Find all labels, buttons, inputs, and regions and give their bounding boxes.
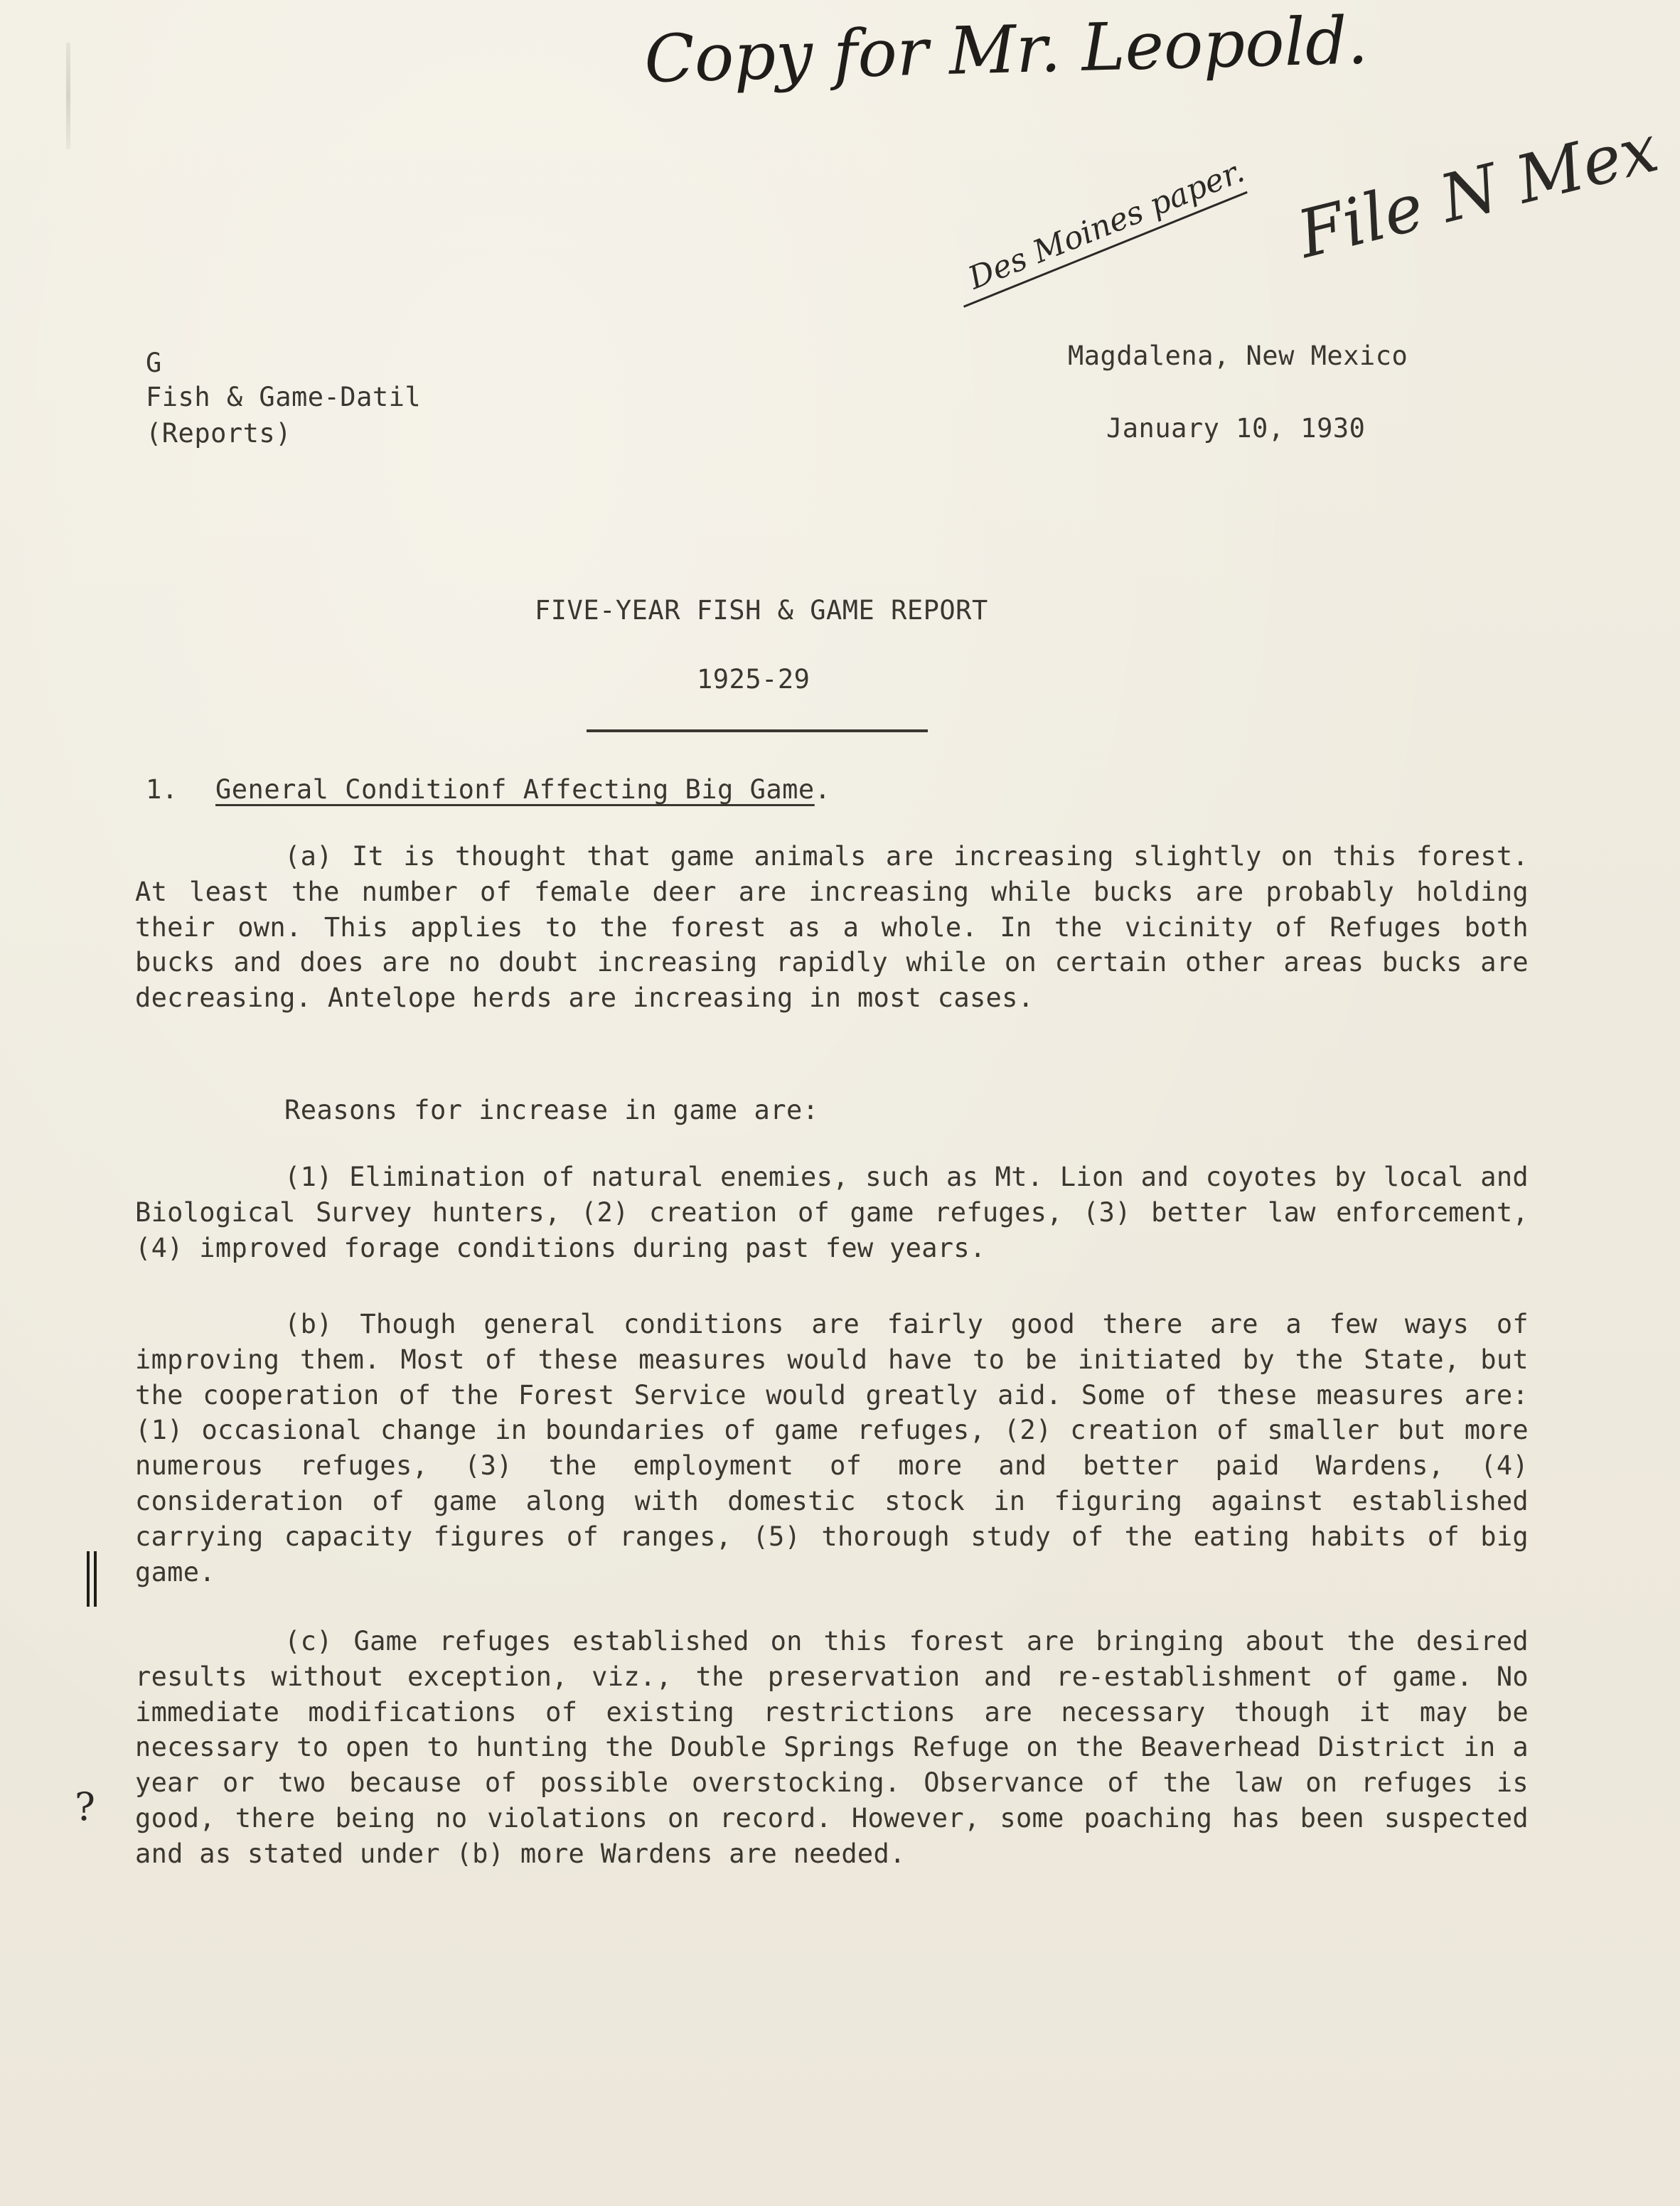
handwritten-copy-note: Copy for Mr. Leopold.: [643, 2, 1369, 97]
section-number: 1.: [146, 774, 178, 805]
subject-line: Fish & Game-Datil: [146, 382, 422, 412]
section-heading-end: .: [814, 774, 831, 805]
paragraph-a: (a) It is thought that game animals are increasing slightly on this forest. At least the number of female deer are increasing while bucks are probably holding their own. This applies to the forest as a whole. In the vicinity of Refuges both bucks and does are no doubt increasing rapidly while on certain other areas bucks are decreasing. Antelope herds are increasing in most cases.: [135, 841, 1529, 1014]
report-title: FIVE-YEAR FISH & GAME REPORT: [535, 595, 988, 626]
paragraph-c: (c) Game refuges established on this forest are bringing about the desired results without exception, viz., the preservation and re-establishment of game. No immediate modifications of existing restrictions are necessary though it may be necessary to open to hunting the Double Springs Refuge on the Beaverhead District in a year or two because of possible overstocking. Observance of the law on refuges is good, there being no violations on record. However, some poaching has been suspected and as stated under (b) more Wardens are needed.: [135, 1626, 1529, 1869]
reasons-list: (1) Elimination of natural enemies, such as Mt. Lion and coyotes by local and Biological Survey hunters, (2) creation of game refuges, (3) better law enforcement, (4) improved forage conditions during past few years.: [135, 1162, 1529, 1263]
section-heading-text: General Conditionf Affecting Big Game: [215, 774, 815, 805]
section-heading: [215, 776, 831, 803]
reasons-intro: Reasons for increase in game are:: [284, 1095, 819, 1125]
handwritten-struck-note: Des Moines paper.: [963, 153, 1250, 297]
margin-double-bar-mark: [85, 1551, 100, 1607]
title-rule: [587, 729, 928, 732]
date-line: January 10, 1930: [1106, 413, 1366, 444]
location-line: Magdalena, New Mexico: [1068, 341, 1408, 371]
margin-question-mark: ?: [75, 1784, 95, 1829]
handwritten-file-note: File N Mex: [1290, 110, 1666, 273]
file-code: G: [146, 348, 162, 378]
report-years: 1925-29: [697, 664, 810, 695]
category-line: (Reports): [146, 418, 291, 449]
staple-mark: [66, 43, 70, 149]
paragraph-b: (b) Though general conditions are fairly good there are a few ways of improving them. Most of these measures would have to be initiated by the State, but the cooperation of the Forest Service would greatly aid. Some of these measures are: (1) occasional change in boundaries of game refuges, (2) creation of smaller but more numerous refuges, (3) the employment of more and better paid Wardens, (4) consideration of game along with domestic stock in figuring against established carrying capacity figures of ranges, (5) thorough study of the eating habits of big game.: [135, 1309, 1529, 1587]
